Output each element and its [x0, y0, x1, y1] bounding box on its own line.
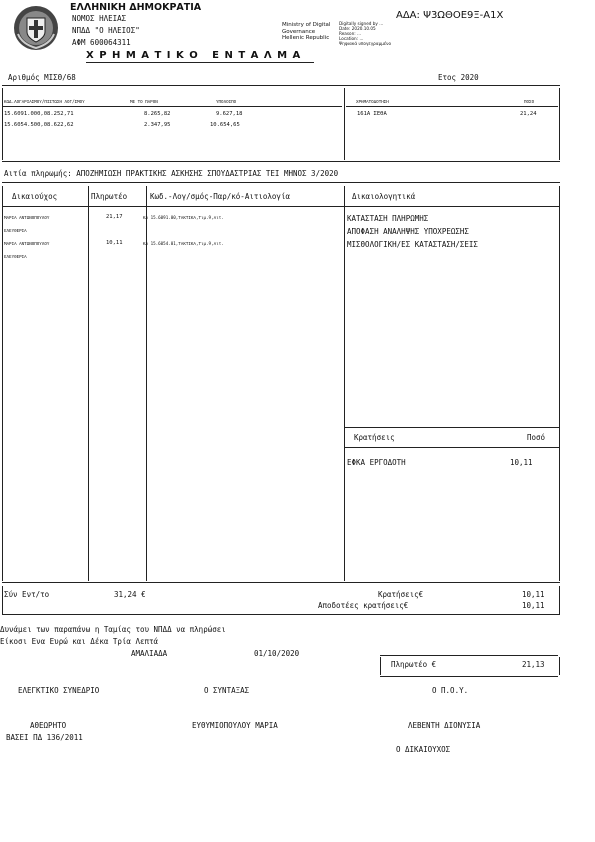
amount-in-words: Είκοσι Ενα Ευρώ και Δέκα Τρία Λεπτά — [0, 637, 159, 646]
order-number: Αριθμός ΜΙΣΘ/68 — [8, 73, 76, 82]
divider — [2, 582, 560, 583]
deductions-total-label: Κρατήσεις€ — [378, 590, 424, 599]
drafter-name: ΕΥΘΥΜΙΟΠΟΥΛΟΥ ΜΑΡΙΑ — [192, 721, 278, 730]
table-cell: 8.265,82 — [144, 111, 171, 117]
table-row-name: ΕΛΕΥΘΕΡΙΑ — [4, 254, 27, 259]
table-row-name: ΜΑΡΙΑ ΑΝΤΩΝΟΠΟΥΛΟΥ — [4, 241, 50, 246]
divider — [2, 85, 560, 86]
divider — [380, 655, 558, 656]
deductions-header: Κρατήσεις — [354, 433, 395, 442]
table-row-name: ΕΛΕΥΘΕΡΙΑ — [4, 228, 27, 233]
table-row: 15.6091.000,08.252,71 — [4, 111, 74, 117]
place: ΑΜΑΛΙΑΔΑ — [131, 649, 168, 658]
signature-stamp: Ministry of Digital Governance Hellenic Republic — [282, 22, 331, 41]
divider — [559, 657, 560, 675]
document-item: ΜΙΣΘΟΛΟΓΙΚΗ/ΕΣ ΚΑΤΑΣΤΑΣΗ/ΣΕΙΣ — [347, 240, 478, 249]
order-year: Ετος 2020 — [438, 73, 479, 82]
divider — [88, 186, 89, 581]
document-item: ΚΑΤΑΣΤΑΣΗ ΠΛΗΡΩΜΗΣ — [347, 214, 429, 223]
table-row-amount: 21,17 — [106, 214, 123, 220]
divider — [559, 186, 560, 581]
prefecture: ΝΟΜΟΣ ΗΛΕΙΑΣ — [72, 14, 127, 23]
divider — [344, 427, 559, 428]
column-header-code: Κωδ.-Λογ/σμός-Παρ/κό-Αιτιολογία — [150, 192, 290, 201]
budget-header-remaining: ΥΠΟΛΟΙΠΟ — [216, 99, 237, 104]
divider — [2, 106, 342, 107]
divider — [344, 88, 345, 160]
deduction-name: ΕΦΚΑ ΕΡΓΟΔΟΤΗ — [347, 458, 406, 467]
president-name: ΛΕΒΕΝΤΗ ΔΙΟΝΥΣΙΑ — [408, 721, 481, 730]
beneficiary-signature: Ο ΔΙΚΑΙΟΥΧΟΣ — [396, 745, 451, 754]
table-row-name: ΜΑΡΙΑ ΑΝΤΩΝΟΠΟΥΛΟΥ — [4, 215, 50, 220]
divider — [2, 614, 560, 615]
sum-label: Σύν Εντ/το — [4, 590, 50, 599]
payable-label: Πληρωτέο € — [391, 660, 437, 669]
divider — [559, 88, 560, 160]
divider — [344, 186, 345, 581]
payable-value: 21,13 — [522, 660, 545, 669]
table-row: 15.6054.500,08.622,62 — [4, 122, 74, 128]
deductions-total-value: 10,11 — [522, 590, 545, 599]
divider — [380, 676, 558, 677]
divider — [2, 186, 3, 581]
column-header-documents: Δικαιολογητικά — [352, 192, 416, 201]
funding-amount: 21,24 — [520, 111, 537, 117]
deductions-amount-header: Ποσό — [527, 433, 546, 442]
divider — [2, 206, 560, 207]
republic-title: ΕΛΛΗΝΙΚΗ ΔΗΜΟΚΡΑΤΙΑ — [70, 2, 202, 13]
divider — [2, 88, 3, 160]
divider — [2, 161, 560, 162]
budget-header-funding: ΧΡΗΜΑΤΟΔΟΤΗΣΗ — [356, 99, 389, 104]
signature-details: Digitally signed by ... Date: 2020.10.05 Reason: ... Location: ... Ψηφιακά υπογεγραμμένο — [339, 21, 392, 46]
remittances-value: 10,11 — [522, 601, 545, 610]
legal-basis: ΒΑΣΕΙ ΠΔ 136/2011 — [6, 733, 83, 742]
remittances-label: Αποδοτέες κρατήσεις€ — [318, 601, 409, 610]
budget-header-amount: ΠΟΣΟ — [524, 99, 535, 104]
divider — [380, 657, 381, 675]
table-row-code: ΚΑ 15.6054.01,ΤΑΚΤΙΚΑ,Τιμ.9,Αιτ. — [143, 241, 224, 246]
ada-code: ΑΔΑ: Ψ3ΩΘΟΕ9Ξ-Α1Χ — [396, 10, 504, 21]
table-cell: 2.347,95 — [144, 122, 171, 128]
title-underline — [86, 62, 314, 63]
entity-name: ΝΠΔΔ "Ο ΗΛΕΙΟΣ" — [72, 26, 140, 35]
sum-value: 31,24 € — [114, 590, 146, 599]
table-row-amount: 10,11 — [106, 240, 123, 246]
payment-cause: Αιτία πληρωμής: ΑΠΟΖΗΜΙΩΣΗ ΠΡΑΚΤΙΚΗΣ ΑΣΚΗΣΗΣ ΣΠΟΥΔΑΣΤΡΙΑΣ ΤΕΙ ΜΗΝΟΣ 3/2020 — [4, 169, 339, 178]
drafter-title: Ο ΣΥΝΤΑΞΑΣ — [204, 686, 250, 695]
document-item: ΑΠΟΦΑΣΗ ΑΝΑΛΗΨΗΣ ΥΠΟΧΡΕΩΣΗΣ — [347, 227, 469, 236]
audit-court: ΕΛΕΓΚΤΙΚΟ ΣΥΝΕΔΡΙΟ — [18, 686, 100, 695]
column-header-beneficiary: Δικαιούχος — [12, 192, 58, 201]
deduction-amount: 10,11 — [510, 458, 533, 467]
divider — [344, 447, 559, 448]
document-title: Χ Ρ Η Μ Α Τ Ι Κ Ο Ε Ν Τ Α Λ Μ Α — [86, 50, 302, 61]
budget-header-account: ΚΩΔ.ΛΟΓΑΡΙΑΣΜΟΥ/ΠΙΣΤΩΣΗ ΛΟΓ/ΣΜΟΥ — [4, 99, 85, 104]
funding-source: 161Α ΣΕΘΑ — [357, 111, 387, 117]
table-row-code: ΚΑ 15.6091.00,ΤΑΚΤΙΚΑ,Τιμ.9,Αιτ. — [143, 215, 224, 220]
president-title: Ο Π.Ο.Υ. — [432, 686, 469, 695]
greek-emblem-icon — [12, 4, 60, 52]
column-header-payable: Πληρωτέο — [91, 192, 128, 201]
divider — [2, 182, 560, 183]
budget-header-current: ΜΕ ΤΟ ΠΑΡΟΝ — [130, 99, 158, 104]
divider — [559, 586, 560, 614]
divider — [346, 106, 558, 107]
tax-id: ΑΦΜ 600064311 — [72, 38, 131, 47]
divider — [2, 586, 3, 614]
exempt-stamp: ΑΘΕΩΡΗΤΟ — [30, 721, 67, 730]
payment-instruction: Δυνάμει των παραπάνω η Ταμίας του ΝΠΔΔ να πληρώσει — [0, 625, 226, 634]
table-cell: 9.627,18 — [216, 111, 243, 117]
date: 01/10/2020 — [254, 649, 300, 658]
table-cell: 10.654,65 — [210, 122, 240, 128]
